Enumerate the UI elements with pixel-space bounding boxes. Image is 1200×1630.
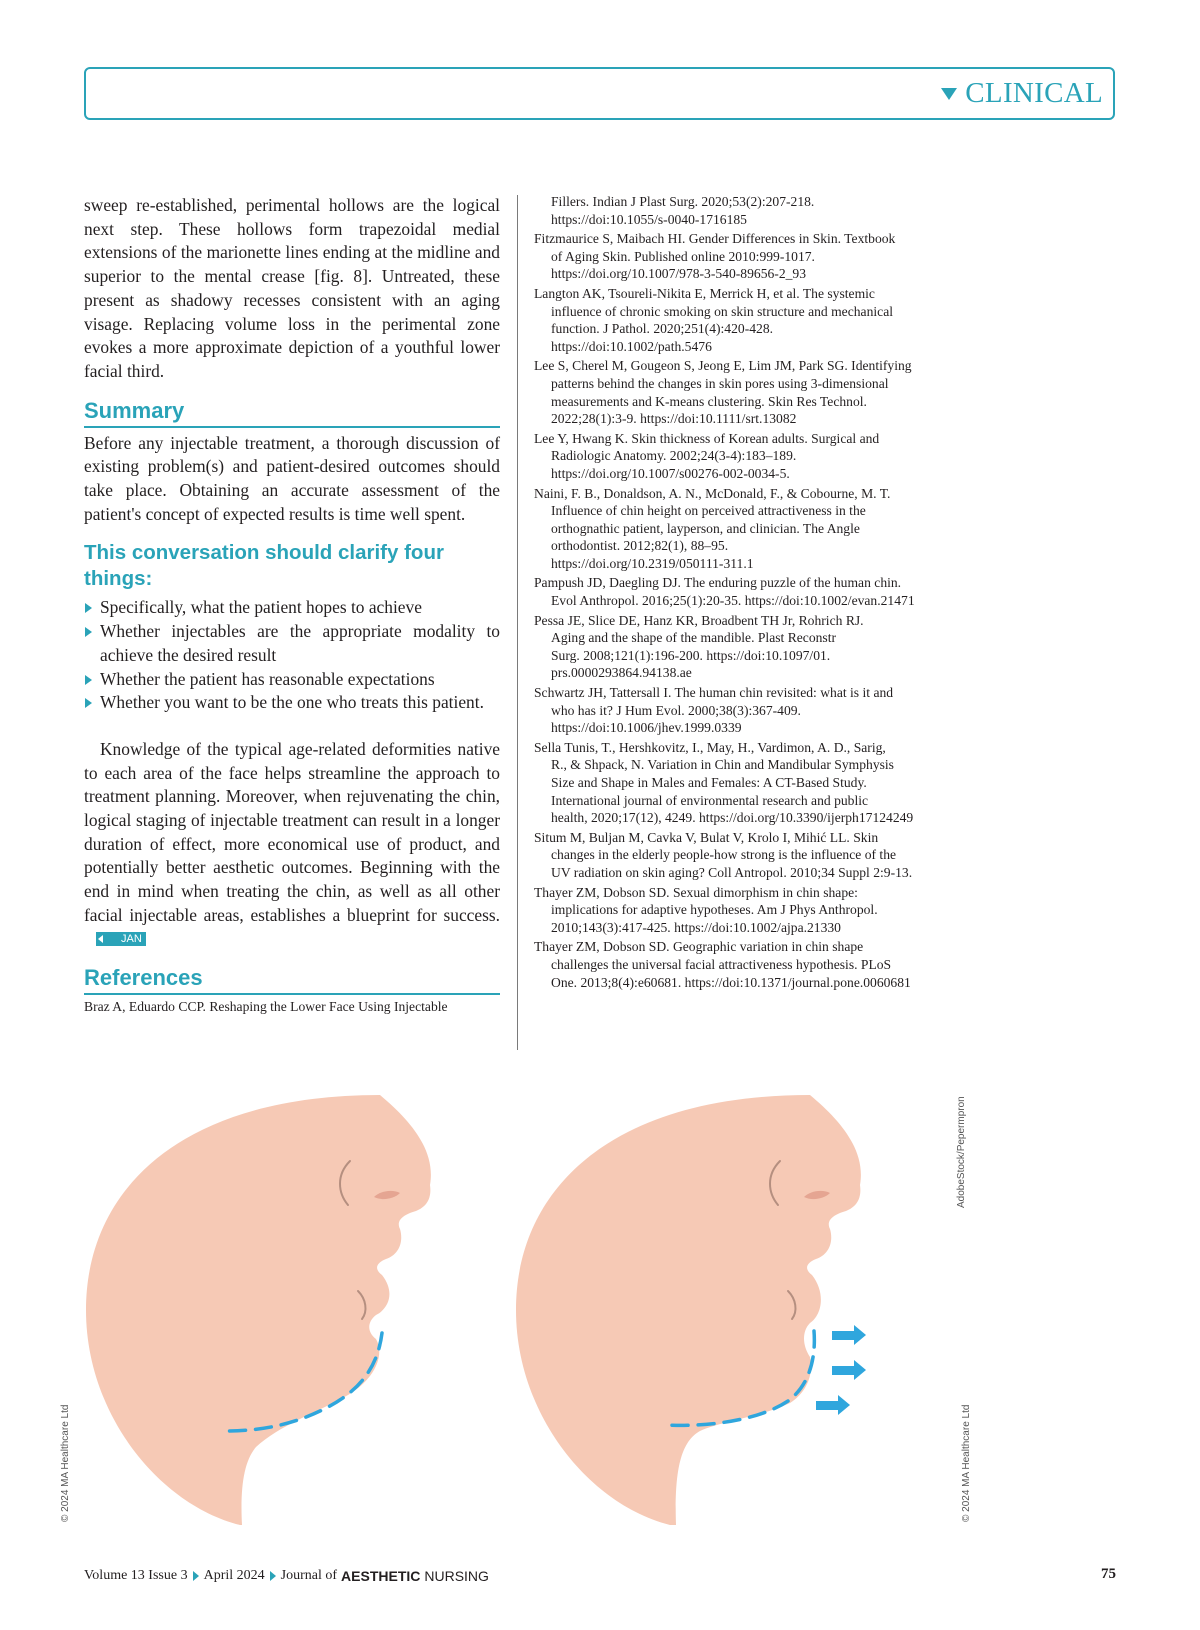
column-divider bbox=[517, 195, 518, 1050]
reference-item: Situm M, Buljan M, Cavka V, Bulat V, Krolo I, Mihić LL. Skin changes in the elderly people-how strong is the influence of the UV radiation on skin aging? Coll Antropol. 2010;34 Suppl 2:9-13. bbox=[534, 829, 913, 880]
reference-item: Lee Y, Hwang K. Skin thickness of Korean adults. Surgical and Radiologic Anatomy. 2002;24(3-4):183–189. https://doi.org/10.1007/s00276-002-0034-5. bbox=[534, 430, 880, 481]
list-item: Whether you want to be the one who treats this patient. bbox=[84, 691, 500, 715]
four-things-subheading: This conversation should clarify four things: bbox=[84, 541, 444, 591]
bullet-triangle-icon bbox=[85, 675, 92, 685]
page-footer bbox=[84, 1568, 489, 1584]
reference-item: Thayer ZM, Dobson SD. Sexual dimorphism in chin shape: implications for adaptive hypotheses. Am J Phys Anthropol. 2010;143(3):417-425. https://doi:10.1002/ajpa.21330 bbox=[534, 884, 878, 935]
bullet-triangle-icon bbox=[85, 603, 92, 613]
footer-date: April 2024 bbox=[203, 1568, 265, 1583]
face-profile-before bbox=[86, 1095, 431, 1525]
reference-item: Langton AK, Tsoureli-Nikita E, Merrick H, et al. The systemic influence of chronic smoking on skin structure and mechanical function. J Pathol. 2020;251(4):420-428. https://doi:10.1002/path.5476 bbox=[534, 285, 894, 354]
page-number: 75 bbox=[1101, 1566, 1116, 1582]
reference-item: Pessa JE, Slice DE, Hanz KR, Broadbent TH Jr, Rohrich RJ. Aging and the shape of the mandible. Plast Reconstr Surg. 2008;121(1):196-200. https://doi:10.1097/01. prs.0000293864.94138.ae bbox=[534, 612, 864, 681]
intro-paragraph: sweep re-established, perimental hollows are the logical next step. These hollows form trapezoidal medial extensions of the marionette lines ending at the midline and superior to the mental crease [fig. 8]. Untreated, these present as shadowy recesses consistent with an aging visage. Replacing volume loss in the perimental zone evokes a more approximate depiction of a youthful lower facial third. bbox=[84, 195, 500, 381]
list-item: Specifically, what the patient hopes to achieve bbox=[84, 596, 500, 620]
bullet-triangle-icon bbox=[85, 698, 92, 708]
reference-item: Pampush JD, Daegling DJ. The enduring puzzle of the human chin. Evol Anthropol. 2016;25(1):20-35. https://doi:10.1002/evan.21471 bbox=[534, 575, 915, 609]
bullet-triangle-icon bbox=[85, 627, 92, 637]
closing-paragraph: Knowledge of the typical age-related deformities native to each area of the face helps streamline the approach to treatment planning. Moreover, when rejuvenating the chin, logical staging of injectable treatment can result in a longer duration of effect, more economical use of product, and potentially better aesthetic outcomes. Beginning with the end in mind when treating the chin, as well as all other facial injectable areas, establishes a blueprint for success. JAN bbox=[84, 738, 500, 945]
forward-arrow-icon bbox=[832, 1325, 866, 1345]
copyright-notice-right: © 2024 MA Healthcare Ltd bbox=[961, 1404, 972, 1522]
reference-item: Sella Tunis, T., Hershkovitz, I., May, H., Vardimon, A. D., Sarig, R., & Shpack, N. Variation in Chin and Mandibular Symphysis Size and Shape in Males and Females: A CT-Based Study. International journal of environmental research and public health, 2020;17(12), 4249. https://doi.org/10.3390/ijerph17124249 bbox=[534, 739, 914, 826]
reference-item: Fitzmaurice S, Maibach HI. Gender Differences in Skin. Textbook of Aging Skin. Published online 2010:999-1017. https://doi.org/10.1007/978-3-540-89656-2_93 bbox=[534, 231, 896, 282]
author-badge: JAN bbox=[96, 932, 146, 946]
copyright-notice-left: © 2024 MA Healthcare Ltd bbox=[60, 1404, 71, 1522]
footer-journal-end: NURSING bbox=[424, 1568, 489, 1584]
four-things-list bbox=[84, 596, 500, 715]
footer-journal-prefix: Journal of bbox=[280, 1568, 338, 1583]
profile-before bbox=[86, 1095, 431, 1525]
triangle-down-icon bbox=[941, 88, 957, 100]
profile-after bbox=[516, 1095, 866, 1525]
face-profile-after bbox=[516, 1095, 861, 1525]
forward-arrow-icon bbox=[816, 1395, 850, 1415]
left-column bbox=[84, 194, 500, 1016]
forward-arrow-icon bbox=[832, 1360, 866, 1380]
list-item: Whether the patient has reasonable expectations bbox=[84, 668, 500, 692]
list-item: Whether injectables are the appropriate modality to achieve the desired result bbox=[84, 620, 500, 667]
section-label bbox=[941, 77, 1103, 110]
references-heading: References bbox=[84, 965, 500, 995]
reference-item: Thayer ZM, Dobson SD. Geographic variation in chin shape challenges the universal facial attractiveness hypothesis. PLoS One. 2013;8(4):e60681. https://doi:10.1371/journal.pone.0060681 bbox=[534, 939, 911, 990]
summary-paragraph: Before any injectable treatment, a thorough discussion of existing problem(s) and patient-desired outcomes should take place. Obtaining an accurate assessment of the patient's concept of expected results is time well spent. bbox=[84, 432, 500, 524]
reference-item: Fillers. Indian J Plast Surg. 2020;53(2):207-218. https://doi:10.1055/s-0040-1716185 bbox=[551, 194, 815, 227]
reference-item: Braz A, Eduardo CCP. Reshaping the Lower Face Using Injectable bbox=[84, 999, 448, 1015]
footer-volume: Volume 13 Issue 3 bbox=[84, 1568, 188, 1583]
reference-item: Schwartz JH, Tattersall I. The human chin revisited: what is it and who has it? J Hum Evol. 2000;38(3):367-409. https://doi:10.1006/jhev.1999.0339 bbox=[534, 685, 894, 736]
summary-heading: Summary bbox=[84, 398, 500, 428]
footer-separator-icon bbox=[193, 1571, 199, 1581]
reference-item: Lee S, Cherel M, Gougeon S, Jeong E, Lim JM, Park SG. Identifying patterns behind the changes in skin pores using 3-dimensional measurements and K-means clustering. Skin Res Technol. 2022;28(1):3-9. https://doi:10.1111/srt.13082 bbox=[534, 358, 912, 427]
image-credit: AdobeStock/Pepermpron bbox=[956, 1096, 967, 1208]
section-header-box bbox=[84, 67, 1115, 120]
section-label-text: CLINICAL bbox=[965, 77, 1103, 109]
chin-profile-illustration bbox=[80, 1095, 920, 1525]
triangle-left-icon bbox=[98, 935, 103, 943]
footer-separator-icon bbox=[270, 1571, 276, 1581]
footer-journal-bold: AESTHETIC bbox=[341, 1568, 421, 1584]
reference-item: Naini, F. B., Donaldson, A. N., McDonald, F., & Cobourne, M. T. Influence of chin height on perceived attractiveness in the orthognathic patient, layperson, and clinician. The Angle orthodontist. 2012;82(1), 88–95. https://doi.org/10.2319/050111-311.1 bbox=[534, 485, 891, 571]
references-list bbox=[534, 193, 954, 993]
